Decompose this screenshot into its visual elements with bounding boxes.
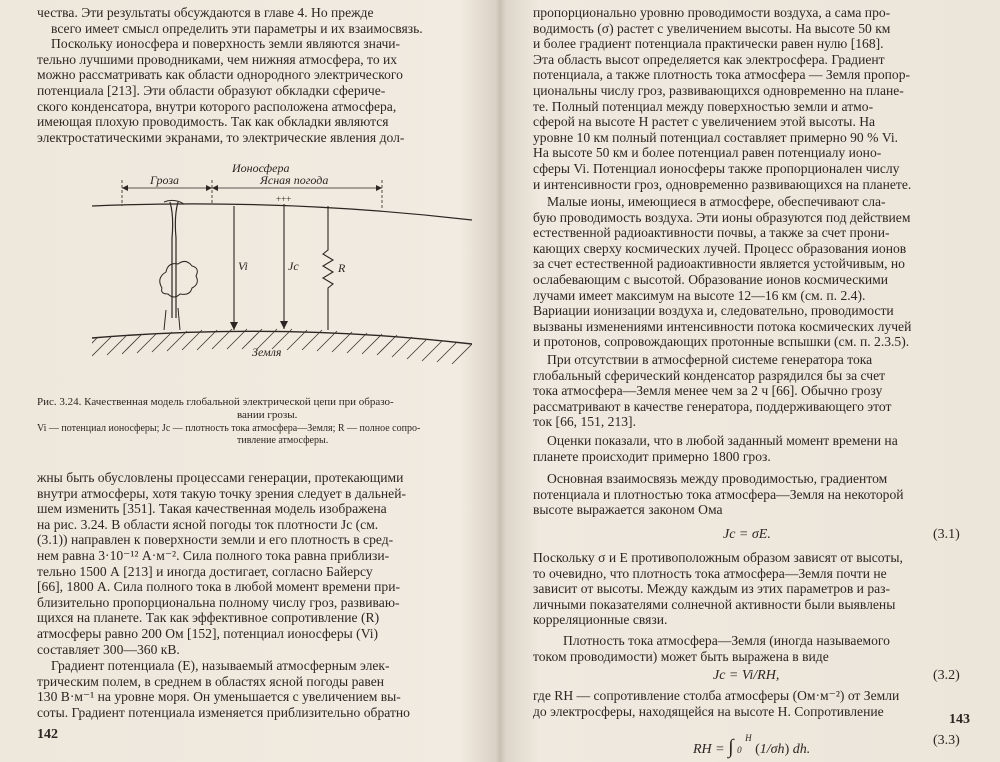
right-paragraph-8: где RH — сопротивление столба атмосферы (Ом·м⁻²) от Земли до электросферы, находящейся на высоте H. Сопротивление [533,688,900,719]
right-paragraph-6: Поскольку σ и E противоположным образом зависят от высоты, то очевидно, что плотность тока атмосфера—Земля почти не зависит от высоты. Между каждым из этих параметров и раз- личными показателями солнечной активности были выявлены корреляционные связи. [533,550,903,628]
left-paragraph-3: Градиент потенциала (E), называемый атмосферным элек- трическим полем, в среднем в областях ясной погоды равен 130 В·м⁻¹ на уровне моря. Он уменьшается с увеличением вы- соты. Градиент потенциала изменяется приблизительно обратно [37,658,410,720]
earth-surface-line [92,331,472,344]
equation-3-3-number: (3.3) [933,733,960,748]
left-page [0,0,497,762]
ionosphere-line [92,204,472,220]
figure-legend: Vi — потенциал ионосферы; Jc — плотность тока атмосфера—Земля; R — полное сопро- тивление атмосферы. [37,423,421,446]
equation-3-1: Jc = σE. [723,527,771,542]
fair-weather-label: Ясная погода [260,173,329,187]
right-paragraph-1: пропорционально уровню проводимости воздуха, а сама про- водимость (σ) растет с увеличением высоты. На высоте 50 км и более градиент потенциала практически равен нулю [168]. Эта область высот определяется как электросфера. Градиент потенциала, а также плотность тока атмосфера — Земля пропор- циональны числу гроз, развивающихся одновременно на плане- те. Полный потенциал между поверхностью земли и атмо- сферой на высоте H растет с увеличением этой высоты. На уровне 10 км полный потенциал составляет примерно 90 % Vi. На высоте 50 км и более потенциал равен потенциалу ионо- сферы Vi. Потенциал ионосферы также пропорционален числу и интенсивности гроз, одновременно развивающихся на планете. [533,5,912,192]
right-page [503,0,1000,762]
jc-label: Jc [288,259,299,273]
right-paragraph-7: Плотность тока атмосфера—Земля (иногда называемого током проводимости) может быть выражена в виде [533,633,890,664]
plus-charges-label: +++ [276,194,292,204]
right-paragraph-4: Оценки показали, что в любой заданный момент времени на планете происходит примерно 1800 гроз. [533,433,898,464]
resistor-symbol [323,206,333,330]
storm-label: Гроза [150,173,180,187]
earth-label: Земля [252,345,282,359]
right-paragraph-5: Основная взаимосвязь между проводимостью, градиентом потенциала и плотностью тока атмосфера—Земля на некоторой высоте выражается законом Ома [533,471,904,518]
right-page-number: 143 [949,712,970,727]
left-paragraph-2: жны быть обусловлены процессами генерации, протекающими внутри атмосферы, хотя такую точку зрения следует в дальней- шем изменить [351]. Такая качественная модель изображена на рис. 3.24. В области ясной погоды ток плотности Jc (см. (3.1)) направлен к поверхности земли и его плотность в сред- нем равна 3·10⁻¹² А·м⁻². Сила полного тока равна приблизи- тельно 1500 А [213] и иногда достигает, согласно Байерсу [66], 1800 А. Сила полного тока в любой момент времени при- близительно пропорциональна полному числу гроз, развиваю- щихся на планете. Так как эффективное сопротивление (R) атмосферы равно 200 Ом [152], потенциал ионосферы (Vi) составляет 300—360 кВ. [37,470,407,657]
left-page-number: 142 [37,727,58,742]
figure-3-24 [92,158,472,390]
right-paragraph-3: При отсутствии в атмосферной системе генератора тока глобальный сферический конденсатор разрядился бы за счет тока атмосфера—Земля менее чем за 2 ч [66]. Обычно грозу рассматривают в качестве генератора, поддерживающего этот ток [66, 151, 213]. [533,352,892,430]
storm-column [170,202,178,318]
r-label: R [338,261,346,275]
vi-label: Vi [238,259,248,273]
thundercloud-icon [160,261,198,297]
figure-caption: Рис. 3.24. Качественная модель глобальной электрической цепи при образо- вании грозы. [37,396,394,421]
left-paragraph-1: чества. Эти результаты обсуждаются в главе 4. Но прежде всего имеет смысл определить эти параметры и их взаимосвязь. Поскольку ионосфера и поверхность земли являются значи- тельно лучшими проводниками, чем нижняя атмосфера, то их можно рассматривать как области однородного электрического потенциала [213]. Эти области образуют обкладки сфериче- ского конденсатора, внутри которого расположена атмосфера, имеющая плохую проводимость. Так как обкладки являются электростатическими экранами, то электрические явления дол- [37,5,423,145]
right-paragraph-2: Малые ионы, имеющиеся в атмосфере, обеспечивают сла- бую проводимость воздуха. Эти ионы образуются под действием естественной радиоактивности почвы, а также за счет прони- кающих сверху космических лучей. Процесс образования ионов за счет естественной радиоактивности является устойчивым, но ослабевающим с высотой. Образование ионов космическими лучами имеет максимум на высоте 12—16 км (см. п. 2.4). Вариации ионизации воздуха и, следовательно, проводимости вызваны изменениями интенсивности потока космических лучей и протонов, сопровождающих протонные вспышки (см. п. 2.3.5). [533,194,912,350]
equation-3-2: Jc = Vi/RH, [713,668,780,683]
equation-3-1-number: (3.1) [933,527,960,542]
equation-3-3: RH = ∫ 0 $^H$ (1/σh) dh. [693,733,811,758]
ionosphere-label: Ионосфера [232,161,290,175]
equation-3-2-number: (3.2) [933,668,960,683]
